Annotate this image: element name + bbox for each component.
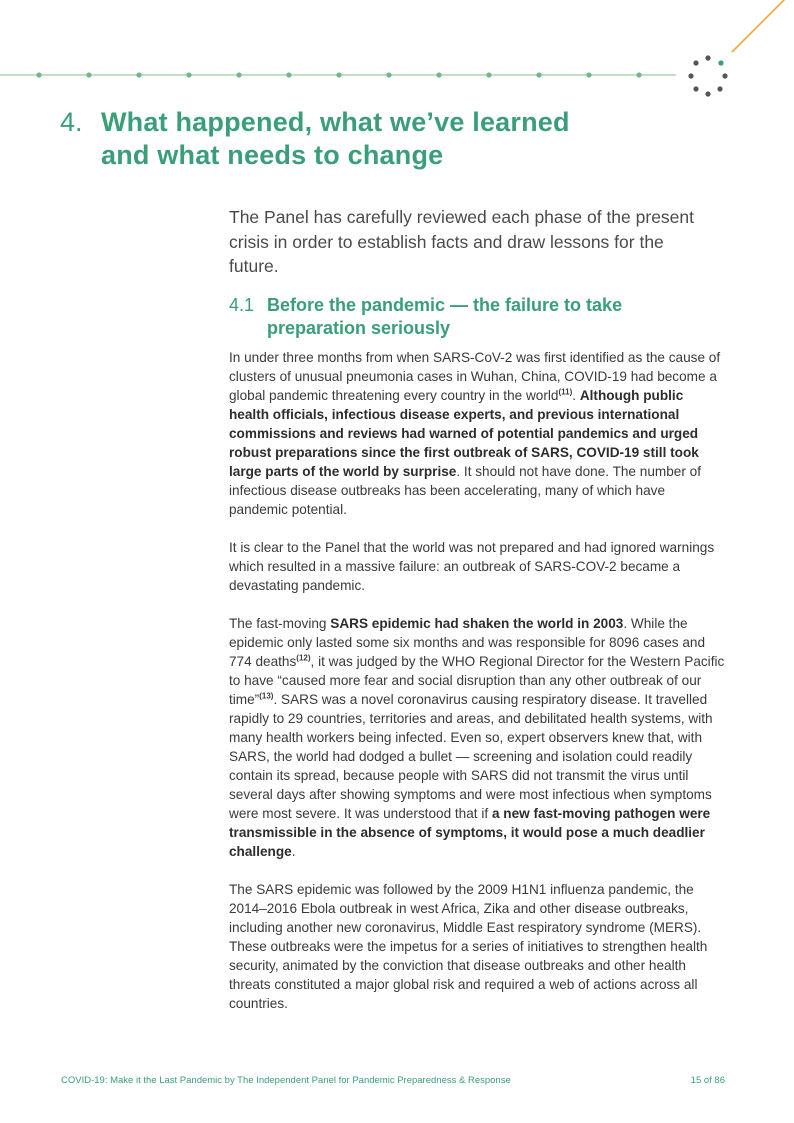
reference-12: (12) <box>296 653 311 663</box>
body-text <box>229 348 725 1032</box>
chapter-title-line-2: and what needs to change <box>101 140 444 170</box>
footer-title: COVID-19: Make it the Last Pandemic by The Independent Panel for Pandemic Preparedness & Response <box>61 1075 511 1086</box>
page-number: 15 of 86 <box>690 1075 725 1086</box>
reference-11: (11) <box>558 387 573 397</box>
paragraph-3: The fast-moving SARS epidemic had shaken the world in 2003. While the epidemic only lasted some six months and was responsible for 8096 cases and 774 deaths$^{(12)}$, it was judged by the WHO Regional Director for the Western Pacific to have “caused more fear and social disruption than any other outbreak of our time”$^{(13)}$. SARS was a novel coronavirus causing respiratory disease. It travelled rapidly to 29 countries, territories and areas, and debilitated health systems, with many health workers being infected. Even so, expert observers knew that, with SARS, the world had dodged a bullet — screening and isolation could readily contain its spread, because people with SARS did not transmit the virus until several days after showing symptoms and were most infectious when symptoms were most severe. It was understood that if a new fast-moving pathogen were transmissible in the absence of symptoms, it would pose a much deadlier challenge. <box>229 616 725 859</box>
emphasis: SARS epidemic had shaken the world in 2003 <box>330 616 624 631</box>
orange-accent-line <box>732 0 790 52</box>
paragraph-1: In under three months from when SARS-CoV-2 was first identified as the cause of clusters of unusual pneumonia cases in Wuhan, China, COVID-19 had become a global pandemic threatening every country in the world$^{(11)}$. Although public health officials, infectious disease experts, and previous international commissions and reviews had warned of potential pandemics and urged robust preparations since the first outbreak of SARS, COVID-19 still took large parts of the world by surprise. It should not have done. The number of infectious disease outbreaks has been accelerating, many of which have pandemic potential. <box>229 350 721 517</box>
section-number: 4.1 <box>229 295 255 315</box>
paragraph-4: The SARS epidemic was followed by the 2009 H1N1 influenza pandemic, the 2014–2016 Ebola outbreak in west Africa, Zika and other disease outbreaks, including another new coronavirus, Middle East respiratory syndrome (MERS). These outbreaks were the impetus for a series of initiatives to strengthen health security, animated by the conviction that disease outbreaks and other health threats constituted a major global risk and required a web of actions across all countries. <box>229 882 708 1011</box>
emphasis: a new fast-moving pathogen were transmissible in the absence of symptoms, it would pose a much deadlier challenge <box>229 806 711 859</box>
chapter-heading <box>60 106 680 172</box>
section-title-line-1: Before the pandemic — the failure to take <box>267 295 623 315</box>
header-decoration <box>0 0 794 110</box>
reference-13: (13) <box>259 691 274 701</box>
intro-paragraph: The Panel has carefully reviewed each phase of the present crisis in order to establish facts and draw lessons for the future. <box>229 207 695 276</box>
section-heading <box>229 294 709 340</box>
paragraph-2: It is clear to the Panel that the world was not prepared and had ignored warnings which resulted in a massive failure: an outbreak of SARS-COV-2 became a devastating pandemic. <box>229 540 715 593</box>
emphasis: Although public health officials, infectious disease experts, and previous international commissions and reviews had warned of potential pandemics and urged robust preparations since the first outbreak of SARS, COVID-19 still took large parts of the world by surprise <box>229 388 699 479</box>
chapter-title-line-1: What happened, what we’ve learned <box>101 107 570 137</box>
dot-circle-logo-icon <box>688 55 727 96</box>
section-title-line-2: preparation seriously <box>267 318 451 338</box>
chapter-number: 4. <box>60 107 83 137</box>
